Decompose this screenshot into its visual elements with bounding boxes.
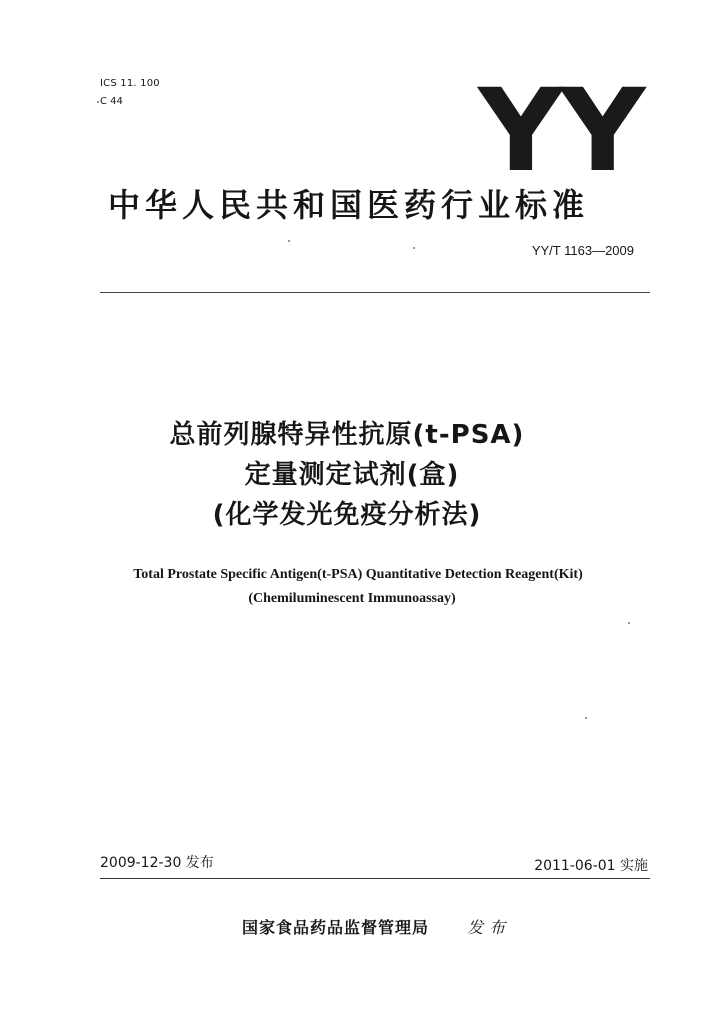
scan-speck — [585, 717, 587, 719]
standard-number: YY/T 1163—2009 — [531, 243, 634, 258]
publish-label: 发布 — [467, 918, 512, 937]
issue-date: 2009-12-30 发布 — [100, 855, 214, 871]
scan-speck — [413, 247, 415, 249]
chinese-title — [0, 415, 724, 535]
classification-code: C 44 — [100, 96, 123, 107]
title-line-3: (化学发光免疫分析法) — [212, 500, 482, 530]
english-title-line-2: (Chemiluminescent Immunoassay) — [248, 591, 456, 606]
scan-speck — [97, 101, 99, 103]
english-title-line-1: Total Prostate Specific Antigen(t-PSA) Quantitative Detection Reagent(Kit) — [133, 567, 583, 582]
standard-category-title: 中华人民共和国医药行业标准 — [108, 186, 590, 224]
english-title — [0, 563, 724, 611]
bottom-divider — [100, 878, 650, 879]
title-line-1: 总前列腺特异性抗原(t-PSA) — [169, 420, 525, 450]
top-divider — [100, 292, 650, 293]
issuing-authority: 国家食品药品监督管理局 — [242, 918, 430, 937]
ics-code: ICS 11. 100 — [100, 78, 160, 89]
yy-logo: YY — [478, 64, 642, 197]
scan-speck — [288, 240, 290, 242]
title-line-2: 定量测定试剂(盒) — [244, 460, 460, 490]
scan-speck — [628, 622, 630, 624]
implementation-date: 2011-06-01 实施 — [534, 858, 648, 874]
